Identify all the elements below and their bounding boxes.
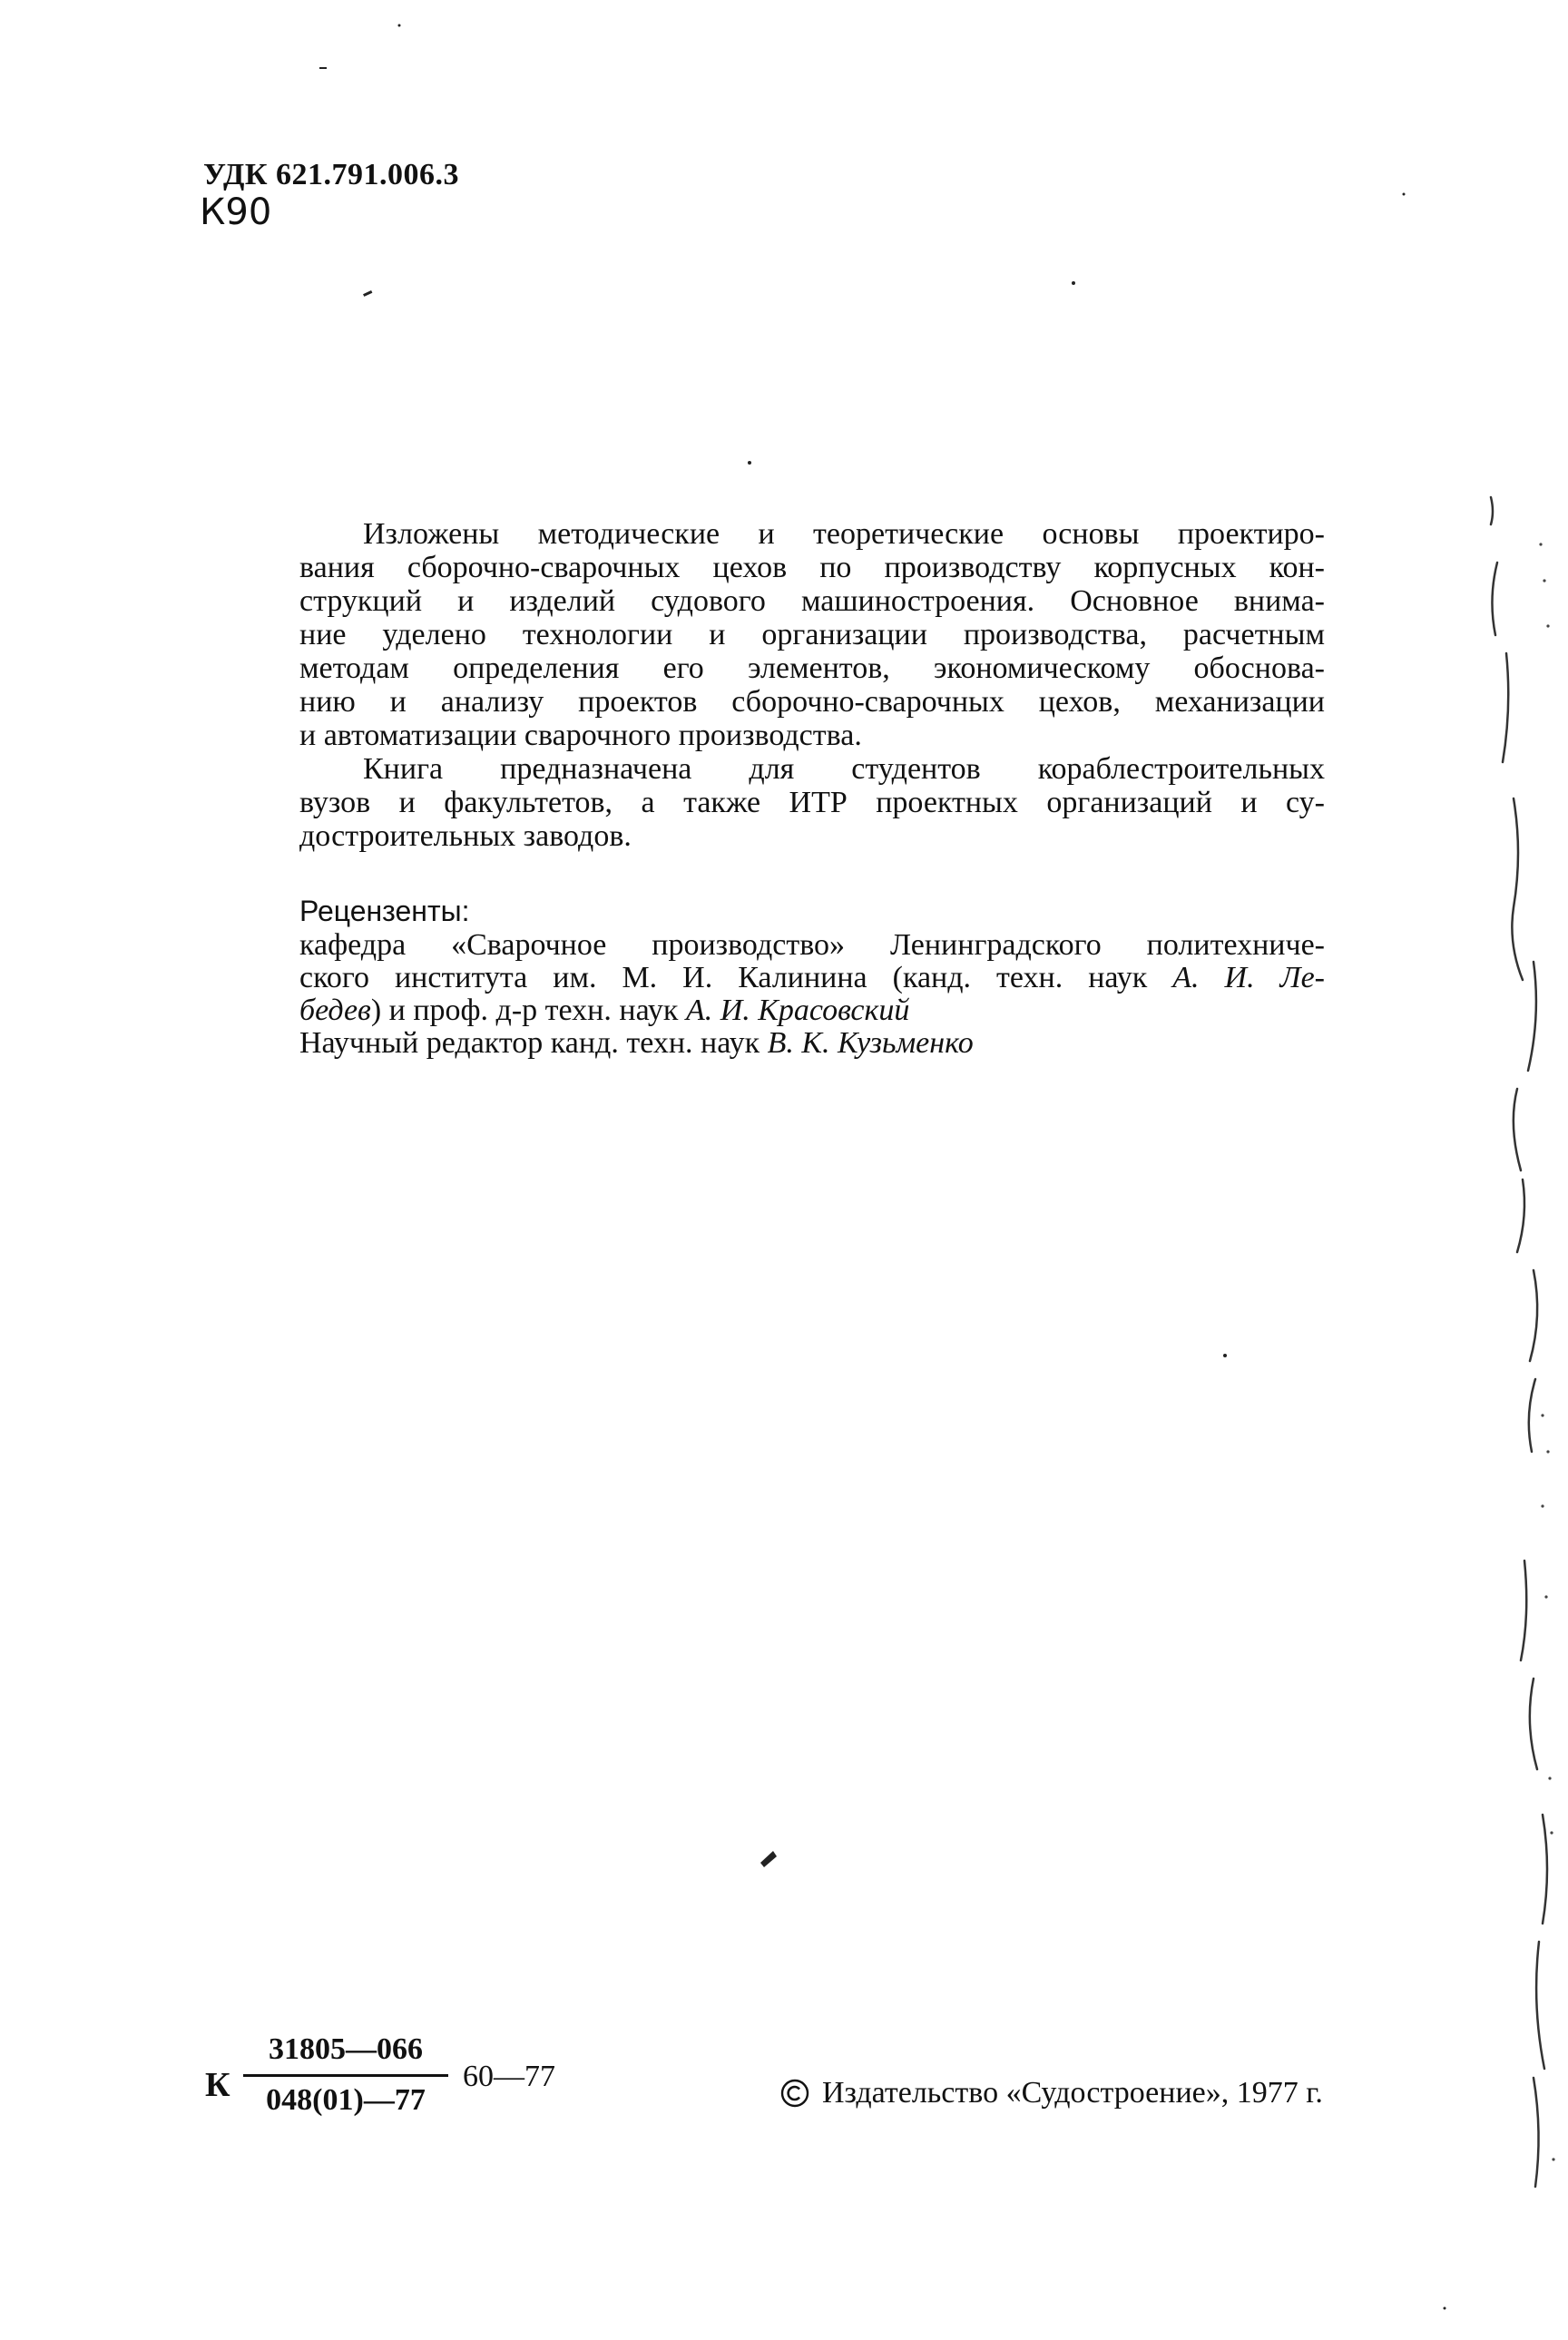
speck [1223,1354,1227,1357]
speck [1403,193,1406,196]
abstract-line: ние уделено технологии и организации производства, расчетным [299,618,1325,651]
editor-text: Научный редактор канд. техн. наук [299,1026,768,1060]
formula-series: 60—77 [463,2060,555,2093]
abstract-line: достроительных заводов. [299,819,632,853]
speck [398,24,401,27]
reviewers-block [299,895,1325,1060]
speck [363,290,372,297]
right-edge-noise [1491,497,1547,2187]
abstract-line: методам определения его элементов, экономическому обоснова- [299,651,1325,685]
speck [748,461,751,465]
abstract-line: и автоматизации сварочного производства. [299,719,862,752]
copyright-icon [780,2079,809,2108]
reviewers-line [299,994,1325,1027]
fraction-bar [243,2074,448,2077]
speck [1444,2307,1446,2310]
speck [319,67,327,69]
speck [760,1851,777,1867]
reviewers-header: Рецензенты: [299,895,470,927]
abstract-line: нию и анализу проектов сборочно-сварочных цехов, механизации [299,685,1325,719]
editor-name: В. К. Кузьменко [767,1026,974,1060]
abstract-line: Изложены методические и теоретические основы проектиро- [363,517,1325,551]
abstract-line: струкций и изделий судового машиностроения. Основное внима- [299,584,1325,618]
editor-line [299,1027,1325,1060]
abstract-line: вания сборочно-сварочных цехов по производству корпусных кон- [299,551,1325,584]
reviewers-line [299,962,1325,994]
formula-denominator: 048(01)—77 [266,2083,426,2117]
reviewer-name: А. И. Красовский [685,994,910,1027]
reviewer-name: бедев [299,994,371,1027]
udk-code: УДК 621.791.006.3 [203,158,460,191]
abstract-line: Книга предназначена для студентов кораблестроительных [363,752,1325,786]
reviewers-text: ского института им. М. И. Калинина (канд. техн. наук [299,961,1173,994]
reviewer-name: А. И. Ле- [1172,961,1325,994]
reviewers-text: ) и проф. д-р техн. наук [370,994,686,1027]
abstract [299,517,1325,853]
catalog-formula [201,2032,583,2132]
bbk-code: К90 [200,191,272,233]
formula-letter: К [205,2066,230,2104]
right-edge-dots [1539,543,1554,2160]
formula-numerator: 31805—066 [269,2032,423,2066]
abstract-line: вузов и факультетов, а также ИТР проектных организаций и су- [299,786,1325,819]
copyright-text: Издательство «Судостроение», 1977 г. [822,2076,1323,2110]
reviewers-line: кафедра «Сварочное производство» Ленинградского политехниче- [299,928,1325,962]
speck [1072,281,1075,285]
copyright-line [780,2076,1323,2110]
